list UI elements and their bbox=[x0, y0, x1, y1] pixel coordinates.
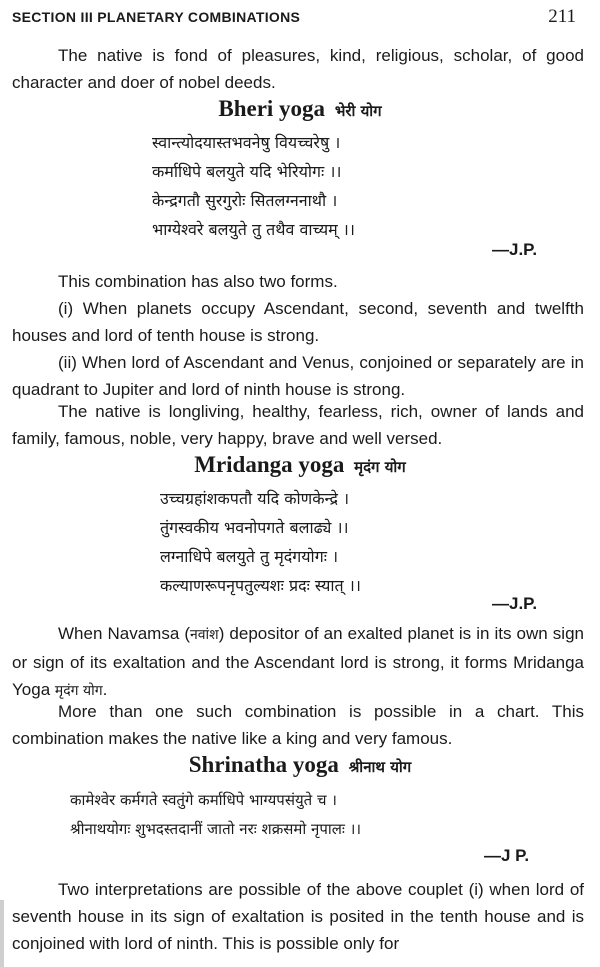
intro-paragraph: The native is fond of pleasures, kind, religious, scholar, of good character and doer of nobel deeds. bbox=[12, 46, 584, 92]
page-number: 211 bbox=[548, 6, 576, 27]
navamsa-devanagari-term: नवांश bbox=[190, 627, 219, 643]
more-combination-paragraph: More than one such combination is possible in a chart. This combination makes the native like a king and very famous. bbox=[12, 702, 584, 748]
forms-block bbox=[12, 268, 584, 403]
shrinatha-source: —J P. bbox=[484, 846, 530, 865]
shrinatha-yoga-title-devanagari: श्रीनाथ योग bbox=[348, 758, 412, 776]
final-paragraph-block bbox=[12, 876, 584, 957]
more-combination-block bbox=[12, 698, 584, 752]
verse-line: केन्द्रगतौ सुरगुरोः सितलग्ननाथौ । bbox=[152, 191, 338, 210]
verse-line: कामेश्वेर कर्मगते स्वतुंगे कर्माधिपे भाग्यपसंयुते च । bbox=[70, 791, 337, 809]
shrinatha-verse bbox=[70, 786, 361, 844]
bheri-verse bbox=[152, 128, 355, 244]
verse-line: उच्चग्रहांशकपतौ यदि कोणकेन्द्रे । bbox=[160, 489, 350, 508]
navamsa-text-1: When Navamsa ( bbox=[58, 624, 190, 643]
navamsa-block bbox=[12, 620, 584, 705]
verse-line: स्वान्त्योदयास्तभवनेषु वियच्चरेषु । bbox=[152, 133, 341, 152]
page-edge-shadow bbox=[0, 900, 4, 967]
verse-line: श्रीनाथयोगः शुभदस्तदानीं जातो नरः शक्रसमो नृपालः ।। bbox=[70, 820, 362, 838]
shrinatha-yoga-title: Shrinatha yoga bbox=[188, 752, 339, 777]
mridanga-yoga-title-devanagari: मृदंग योग bbox=[354, 458, 406, 476]
verse-line: भाग्येश्वरे बलयुते तु तथैव वाच्यम् ।। bbox=[152, 220, 355, 239]
section-title: SECTION III PLANETARY COMBINATIONS bbox=[12, 9, 301, 25]
verse-line: तुंगस्वकीय भवनोपगते बलाढ्ये ।। bbox=[160, 518, 349, 537]
verse-line: कल्याणरूपनृपतुल्यशः प्रदः स्यात् ।। bbox=[160, 576, 361, 595]
mridanga-source: —J.P. bbox=[492, 594, 538, 613]
form-i-paragraph: (i) When planets occupy Ascendant, second, seventh and twelfth houses and lord of tenth house is strong. bbox=[12, 299, 584, 345]
mridanga-verse bbox=[160, 484, 361, 600]
navamsa-text-3: . bbox=[102, 680, 108, 699]
bheri-yoga-title-devanagari: भेरी योग bbox=[334, 102, 382, 120]
shrinatha-yoga-heading bbox=[0, 752, 600, 778]
form-ii-paragraph: (ii) When lord of Ascendant and Venus, conjoined or separately are in quadrant to Jupiter and lord of ninth house is strong. bbox=[12, 353, 584, 399]
two-forms-paragraph: This combination has also two forms. bbox=[58, 272, 338, 291]
navamsa-paragraph bbox=[12, 620, 584, 705]
bheri-yoga-heading bbox=[0, 96, 600, 122]
bheri-result-block bbox=[12, 398, 584, 452]
page-header bbox=[12, 6, 588, 30]
bheri-source: —J.P. bbox=[492, 240, 538, 259]
final-paragraph: Two interpretations are possible of the above couplet (i) when lord of seventh house in its sign of exaltation is posited in the tenth house and is conjoined with lord of ninth. This is possible only for bbox=[12, 880, 584, 953]
navamsa-text-2: ) depositor of an exalted planet is in its own sign or sign of its exaltation and the Ascendant lord is strong, it forms Mridanga Yoga bbox=[12, 624, 584, 699]
bheri-yoga-title: Bheri yoga bbox=[218, 96, 326, 121]
intro-paragraph-block bbox=[12, 42, 584, 96]
mridanga-yoga-heading bbox=[0, 452, 600, 478]
bheri-result-paragraph: The native is longliving, healthy, fearless, rich, owner of lands and family, famous, noble, very happy, brave and well versed. bbox=[12, 402, 584, 448]
verse-line: कर्माधिपे बलयुते यदि भेरियोगः ।। bbox=[152, 162, 342, 181]
mridanga-yoga-title: Mridanga yoga bbox=[194, 452, 345, 477]
mridanga-devanagari-name: मृदंग योग bbox=[54, 683, 103, 699]
verse-line: लग्नाधिपे बलयुते तु मृदंगयोगः । bbox=[160, 547, 339, 566]
